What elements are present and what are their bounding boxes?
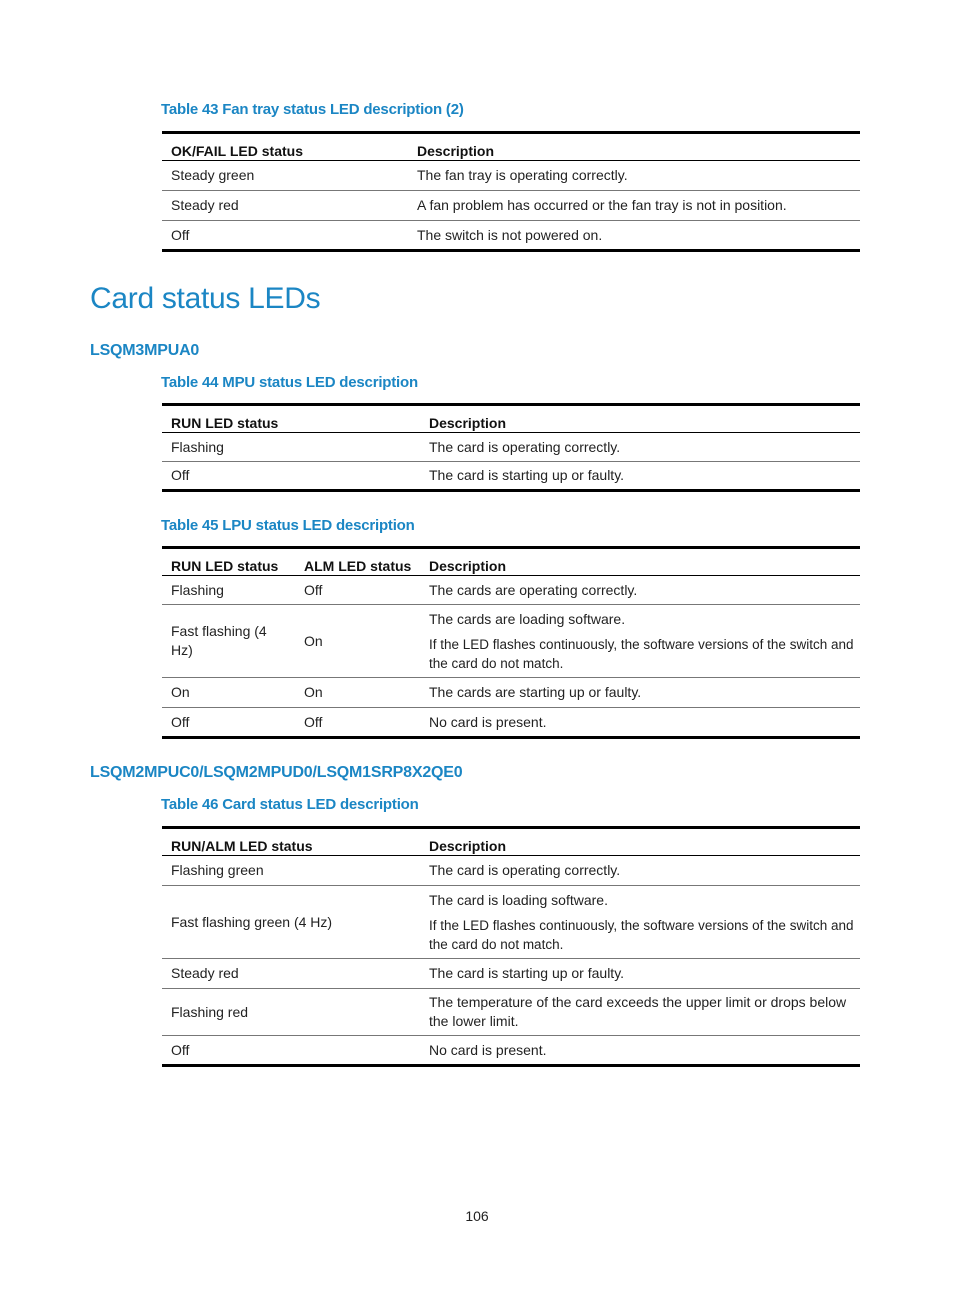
table-cell: The card is starting up or faulty.	[420, 959, 860, 989]
cell-paragraph: If the LED flashes continuously, the software versions of the switch and the card do not match.	[429, 917, 854, 952]
table-45	[162, 546, 860, 739]
table-cell: The cards are operating correctly.	[420, 576, 860, 605]
table-cell: The card is starting up or faulty.	[420, 462, 860, 491]
cell-paragraph: The card is loading software.	[429, 891, 608, 908]
table-cell	[420, 886, 860, 959]
cell-paragraph: If the LED flashes continuously, the software versions of the switch and the card do not match.	[429, 636, 854, 671]
table-cell: Steady red	[162, 191, 408, 221]
table-row	[162, 1036, 860, 1066]
table-header: Description	[420, 548, 860, 576]
table-cell: A fan problem has occurred or the fan tray is not in position.	[408, 191, 860, 221]
table-cell: Off	[162, 708, 295, 738]
table-row	[162, 989, 860, 1036]
table-cell: Steady green	[162, 161, 408, 191]
table-cell: On	[295, 605, 420, 678]
table-46-caption: Table 46 Card status LED description	[161, 796, 419, 813]
table-header: OK/FAIL LED status	[162, 133, 408, 161]
table-header: Description	[420, 405, 860, 433]
cell-paragraph: The cards are loading software.	[429, 610, 626, 627]
table-cell: The temperature of the card exceeds the upper limit or drops below the lower limit.	[420, 989, 860, 1036]
table-cell: Off	[295, 576, 420, 605]
table-cell: Flashing red	[162, 989, 420, 1036]
table-cell: No card is present.	[420, 1036, 860, 1066]
table-43	[162, 131, 860, 252]
table-cell	[420, 605, 860, 678]
table-45-caption: Table 45 LPU status LED description	[161, 517, 415, 534]
table-cell: Off	[162, 221, 408, 251]
table-header: Description	[420, 828, 860, 856]
table-cell: Fast flashing green (4 Hz)	[162, 886, 420, 959]
table-cell: No card is present.	[420, 708, 860, 738]
table-cell: The cards are starting up or faulty.	[420, 678, 860, 708]
table-row	[162, 678, 860, 708]
table-44	[162, 403, 860, 492]
section-title: Card status LEDs	[90, 282, 321, 315]
table-cell: Steady red	[162, 959, 420, 989]
table-header: RUN LED status	[162, 405, 420, 433]
table-row	[162, 576, 860, 605]
table-cell: Fast flashing (4 Hz)	[162, 605, 295, 678]
table-43-caption: Table 43 Fan tray status LED description (2)	[161, 101, 464, 118]
table-header: RUN LED status	[162, 548, 295, 576]
table-46	[162, 826, 860, 1067]
table-cell: The card is operating correctly.	[420, 856, 860, 886]
table-cell: The switch is not powered on.	[408, 221, 860, 251]
table-cell: Flashing	[162, 433, 420, 462]
table-header: RUN/ALM LED status	[162, 828, 420, 856]
table-row	[162, 959, 860, 989]
table-row	[162, 221, 860, 251]
table-cell: The card is operating correctly.	[420, 433, 860, 462]
table-row	[162, 191, 860, 221]
table-cell: On	[295, 678, 420, 708]
table-cell: Off	[162, 1036, 420, 1066]
table-cell: Flashing green	[162, 856, 420, 886]
table-header: Description	[408, 133, 860, 161]
table-row	[162, 856, 860, 886]
table-header: ALM LED status	[295, 548, 420, 576]
table-cell: Off	[162, 462, 420, 491]
table-row	[162, 886, 860, 959]
table-cell: Off	[295, 708, 420, 738]
table-cell: On	[162, 678, 295, 708]
table-44-caption: Table 44 MPU status LED description	[161, 374, 418, 391]
page-number: 106	[465, 1208, 489, 1224]
table-row	[162, 605, 860, 678]
table-cell: Flashing	[162, 576, 295, 605]
subsection-title-cards: LSQM2MPUC0/LSQM2MPUD0/LSQM1SRP8X2QE0	[90, 764, 463, 781]
table-row	[162, 433, 860, 462]
table-cell: The fan tray is operating correctly.	[408, 161, 860, 191]
subsection-title-mpu: LSQM3MPUA0	[90, 342, 200, 359]
table-row	[162, 708, 860, 738]
table-row	[162, 462, 860, 491]
table-row	[162, 161, 860, 191]
